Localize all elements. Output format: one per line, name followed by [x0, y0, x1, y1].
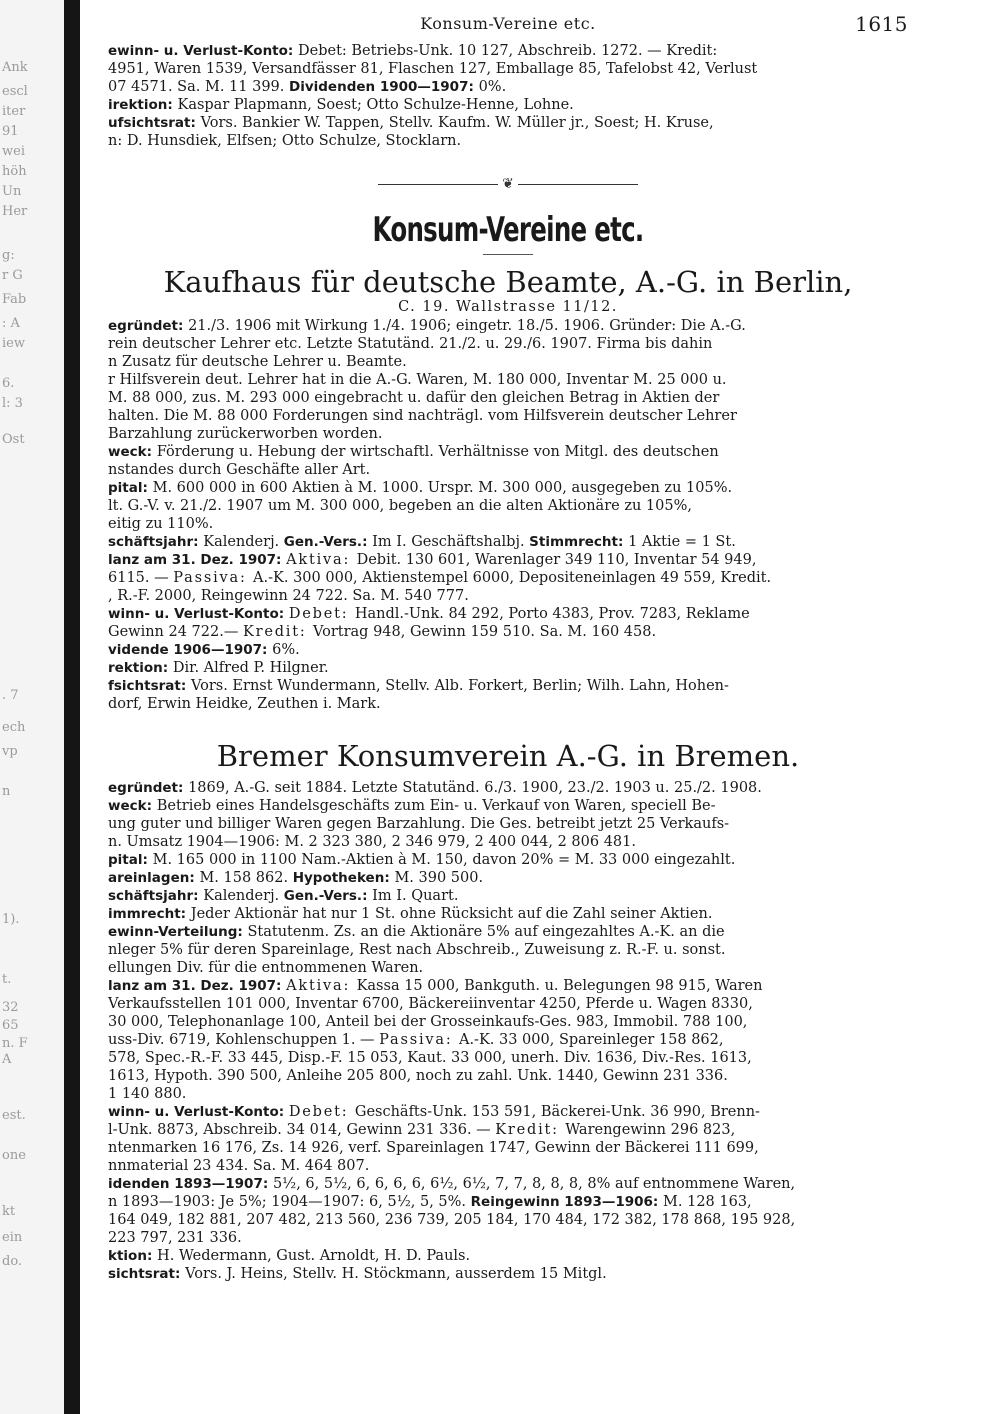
- text-line: [108, 941, 908, 959]
- field-text: 21./3. 1906 mit Wirkung 1./4. 1906; eingetr. 18./5. 1906. Gründer: Die A.-G.: [188, 318, 746, 334]
- field-label: weck:: [108, 444, 157, 460]
- field-text: A.-K. 300 000, Aktienstempel 6000, Depositeneinlagen 49 559, Kredit.: [253, 570, 772, 586]
- text-line: [108, 1247, 908, 1265]
- field-text: 6%.: [272, 642, 300, 658]
- field-text: 30 000, Telephonanlage 100, Anteil bei der Grosseinkaufs-Ges. 983, Immobil. 788 100,: [108, 1014, 748, 1030]
- margin-fragment: 91: [2, 124, 19, 139]
- text-line: [108, 677, 908, 695]
- margin-fragment: iew: [2, 336, 25, 351]
- field-label: ewinn-Verteilung:: [108, 924, 248, 940]
- text-line: [108, 353, 908, 371]
- text-line: [108, 1175, 908, 1193]
- field-text: halten. Die M. 88 000 Forderungen sind nachträgl. vom Hilfsverein deutscher Lehrer: [108, 408, 737, 424]
- field-label: pital:: [108, 480, 153, 496]
- section-heading: Konsum-Vereine etc.: [372, 210, 644, 250]
- field-label: Hypotheken:: [292, 870, 395, 886]
- field-text: 1613, Hypoth. 390 500, Anleihe 205 800, noch zu zahl. Unk. 1440, Gewinn 231 336.: [108, 1068, 728, 1084]
- field-text: 578, Spec.-R.-F. 33 445, Disp.-F. 15 053, Kaut. 33 000, unerh. Div. 1636, Div.-Res. 1613,: [108, 1050, 752, 1066]
- margin-fragment: Fab: [2, 292, 27, 307]
- field-label: vidende 1906—1907:: [108, 642, 273, 658]
- field-text: Förderung u. Hebung der wirtschaftl. Verhältnisse von Mitgl. des deutschen: [156, 444, 719, 460]
- margin-fragment: 32: [2, 1000, 19, 1015]
- page-number: 1615: [855, 12, 908, 36]
- text-line: [108, 1103, 908, 1121]
- margin-fragment: ein: [2, 1230, 23, 1245]
- field-label: areinlagen:: [108, 870, 200, 886]
- field-text: ellungen Div. für die entnommenen Waren.: [108, 960, 424, 976]
- text-line: [108, 923, 908, 941]
- field-text: Debit. 130 601, Warenlager 349 110, Inventar 54 949,: [356, 552, 757, 568]
- field-text: nstandes durch Geschäfte aller Art.: [108, 462, 371, 478]
- page: [108, 8, 908, 1408]
- text-line: [108, 1049, 908, 1067]
- company-entry: [108, 779, 908, 1283]
- running-title: Konsum-Vereine etc.: [420, 14, 596, 33]
- field-text: Kassa 15 000, Bankguth. u. Belegungen 98 915, Waren: [356, 978, 763, 994]
- spaced-label: Passiva:: [173, 570, 254, 586]
- field-label: weck:: [108, 798, 157, 814]
- field-text: rein deutscher Lehrer etc. Letzte Statutänd. 21./2. u. 29./6. 1907. Firma bis dahin: [108, 336, 713, 352]
- field-text: Verkaufsstellen 101 000, Inventar 6700, Bäckereiinventar 4250, Pferde u. Wagen 8330,: [108, 996, 753, 1012]
- margin-fragment: n: [2, 784, 11, 799]
- margin-fragment: g:: [2, 248, 15, 263]
- text-line: [108, 977, 908, 995]
- margin-fragment: do.: [2, 1254, 23, 1269]
- field-text: Statutenm. Zs. an die Aktionäre 5% auf eingezahltes A.-K. an die: [247, 924, 725, 940]
- ornament-icon: ❦: [502, 176, 514, 192]
- field-text: Kalenderj.: [203, 888, 284, 904]
- margin-fragment: escl: [2, 84, 28, 99]
- field-text: Vors. Ernst Wundermann, Stellv. Alb. Forkert, Berlin; Wilh. Lahn, Hohen-: [190, 678, 729, 694]
- field-text: M. 88 000, zus. M. 293 000 eingebracht u. dafür den gleichen Betrag in Aktien der: [108, 390, 720, 406]
- margin-fragment: Her: [2, 204, 28, 219]
- field-text: M. 600 000 in 600 Aktien à M. 1000. Urspr. M. 300 000, ausgegeben zu 105%.: [152, 480, 733, 496]
- field-text: Vors. J. Heins, Stellv. H. Stöckmann, ausserdem 15 Mitgl.: [185, 1266, 607, 1282]
- field-label: ewinn- u. Verlust-Konto:: [108, 43, 299, 59]
- text-line: [108, 443, 908, 461]
- field-text: Handl.-Unk. 84 292, Porto 4383, Prov. 7283, Reklame: [354, 606, 750, 622]
- field-text: n Zusatz für deutsche Lehrer u. Beamte.: [108, 354, 407, 370]
- field-text: n 1893—1903: Je 5%; 1904—1907: 6, 5½, 5, 5%.: [108, 1194, 471, 1210]
- field-label: sichtsrat:: [108, 1266, 186, 1282]
- field-text: 4951, Waren 1539, Versandfässer 81, Flaschen 127, Emballage 85, Tafelobst 42, Verlust: [108, 61, 758, 77]
- field-text: eitig zu 110%.: [108, 516, 214, 532]
- company-name: Bremer Konsumverein A.-G. in Bremen.: [216, 739, 800, 773]
- field-text: M. 128 163,: [663, 1194, 752, 1210]
- field-text: Betrieb eines Handelsgeschäfts zum Ein- u. Verkauf von Waren, speciell Be-: [156, 798, 716, 814]
- field-label: Gen.-Vers.:: [283, 888, 373, 904]
- field-label: egründet:: [108, 318, 189, 334]
- margin-fragment: Ank: [2, 60, 28, 75]
- previous-entry: [108, 42, 908, 150]
- adjacent-page-margin: [0, 0, 64, 1414]
- field-label: irektion:: [108, 97, 178, 113]
- text-line: [108, 371, 908, 389]
- book-binding: [64, 0, 80, 1414]
- field-text: M. 390 500.: [394, 870, 484, 886]
- field-label: immrecht:: [108, 906, 191, 922]
- field-text: ung guter und billiger Waren gegen Barzahlung. Die Ges. betreibt jetzt 25 Verkaufs-: [108, 816, 730, 832]
- ornament-divider: [108, 176, 908, 192]
- margin-fragment: A: [2, 1052, 12, 1067]
- text-line: [108, 695, 908, 713]
- field-label: lanz am 31. Dez. 1907:: [108, 978, 287, 994]
- text-line: [108, 515, 908, 533]
- field-label: idenden 1893—1907:: [108, 1176, 273, 1192]
- margin-fragment: 1).: [2, 912, 20, 927]
- margin-fragment: 65: [2, 1018, 19, 1033]
- margin-fragment: Ost: [2, 432, 25, 447]
- text-line: [108, 132, 908, 150]
- field-text: ntenmarken 16 176, Zs. 14 926, verf. Spareinlagen 1747, Gewinn der Bäckerei 111 699,: [108, 1140, 759, 1156]
- spaced-label: Aktiva:: [286, 552, 357, 568]
- text-line: [108, 479, 908, 497]
- margin-fragment: ech: [2, 720, 26, 735]
- heading-rule: [483, 254, 533, 255]
- margin-fragment: . 7: [2, 688, 19, 703]
- field-text: 07 4571. Sa. M. 11 399.: [108, 79, 289, 95]
- field-text: A.-K. 33 000, Spareinleger 158 862,: [458, 1032, 724, 1048]
- margin-fragment: 6.: [2, 376, 15, 391]
- field-text: Gewinn 24 722.—: [108, 624, 243, 640]
- company-name: Kaufhaus für deutsche Beamte, A.-G. in Berlin,: [163, 265, 853, 299]
- margin-fragment: est.: [2, 1108, 26, 1123]
- text-line: [108, 605, 908, 623]
- margin-fragment: wei: [2, 144, 25, 159]
- text-line: [108, 905, 908, 923]
- text-line: [108, 335, 908, 353]
- field-label: winn- u. Verlust-Konto:: [108, 1104, 289, 1120]
- text-line: [108, 587, 908, 605]
- spaced-label: Kredit:: [495, 1122, 566, 1138]
- field-text: 0%.: [478, 79, 507, 95]
- field-text: , R.-F. 2000, Reingewinn 24 722. Sa. M. 540 777.: [108, 588, 469, 604]
- field-text: 6115. —: [108, 570, 174, 586]
- text-line: [108, 1265, 908, 1283]
- text-line: [108, 1013, 908, 1031]
- margin-fragment: n. F: [2, 1036, 28, 1051]
- text-line: [108, 779, 908, 797]
- field-label: Gen.-Vers.:: [283, 534, 373, 550]
- field-label: lanz am 31. Dez. 1907:: [108, 552, 287, 568]
- text-line: [108, 407, 908, 425]
- field-text: Im I. Quart.: [372, 888, 459, 904]
- text-line: [108, 851, 908, 869]
- field-text: Jeder Aktionär hat nur 1 St. ohne Rücksicht auf die Zahl seiner Aktien.: [190, 906, 713, 922]
- field-text: 223 797, 231 336.: [108, 1230, 242, 1246]
- spaced-label: Debet:: [288, 606, 355, 622]
- text-line: [108, 1031, 908, 1049]
- text-line: [108, 1085, 908, 1103]
- text-line: [108, 833, 908, 851]
- field-text: H. Wedermann, Gust. Arnoldt, H. D. Pauls.: [157, 1248, 471, 1264]
- field-text: 1 Aktie = 1 St.: [628, 534, 736, 550]
- field-text: uss-Div. 6719, Kohlenschuppen 1. —: [108, 1032, 380, 1048]
- field-text: M. 165 000 in 1100 Nam.-Aktien à M. 150, davon 20% = M. 33 000 eingezahlt.: [152, 852, 736, 868]
- spaced-label: Debet:: [288, 1104, 355, 1120]
- field-label: Reingewinn 1893—1906:: [470, 1194, 664, 1210]
- field-label: Dividenden 1900—1907:: [289, 79, 479, 95]
- field-label: pital:: [108, 852, 153, 868]
- field-label: winn- u. Verlust-Konto:: [108, 606, 289, 622]
- text-line: [108, 1193, 908, 1211]
- text-line: [108, 887, 908, 905]
- field-label: Stimmrecht:: [529, 534, 629, 550]
- text-line: [108, 114, 908, 132]
- text-line: [108, 96, 908, 114]
- field-label: egründet:: [108, 780, 189, 796]
- field-label: ufsichtsrat:: [108, 115, 201, 131]
- field-text: nleger 5% für deren Spareinlage, Rest nach Abschreib., Zuweisung z. R.-F. u. sonst.: [108, 942, 726, 958]
- field-text: r Hilfsverein deut. Lehrer hat in die A.-G. Waren, M. 180 000, Inventar M. 25 000 u.: [108, 372, 727, 388]
- text-line: [108, 1229, 908, 1247]
- text-line: [108, 815, 908, 833]
- text-line: [108, 623, 908, 641]
- text-line: [108, 995, 908, 1013]
- field-text: Warengewinn 296 823,: [565, 1122, 736, 1138]
- spaced-label: Passiva:: [379, 1032, 459, 1048]
- margin-fragment: l: 3: [2, 396, 23, 411]
- text-line: [108, 797, 908, 815]
- field-text: dorf, Erwin Heidke, Zeuthen i. Mark.: [108, 696, 381, 712]
- field-text: Vors. Bankier W. Tappen, Stellv. Kaufm. W. Müller jr., Soest; H. Kruse,: [200, 115, 714, 131]
- text-line: [108, 425, 908, 443]
- field-text: Debet: Betriebs-Unk. 10 127, Abschreib. 1272. — Kredit:: [298, 43, 718, 59]
- field-text: 1 140 880.: [108, 1086, 187, 1102]
- field-text: n: D. Hunsdiek, Elfsen; Otto Schulze, Stocklarn.: [108, 133, 462, 149]
- field-label: schäftsjahr:: [108, 888, 204, 904]
- text-line: [108, 551, 908, 569]
- margin-fragment: : A: [2, 316, 20, 331]
- text-line: [108, 641, 908, 659]
- margin-fragment: höh: [2, 164, 27, 179]
- text-line: [108, 1139, 908, 1157]
- field-text: Vortrag 948, Gewinn 159 510. Sa. M. 160 458.: [312, 624, 657, 640]
- text-line: [108, 1067, 908, 1085]
- text-line: [108, 869, 908, 887]
- margin-fragment: Un: [2, 184, 22, 199]
- field-label: rektion:: [108, 660, 173, 676]
- margin-fragment: t.: [2, 972, 12, 987]
- field-label: fsichtsrat:: [108, 678, 191, 694]
- spaced-label: Kredit:: [242, 624, 313, 640]
- text-line: [108, 389, 908, 407]
- text-line: [108, 497, 908, 515]
- margin-fragment: vp: [2, 744, 18, 759]
- field-text: Im I. Geschäftshalbj.: [372, 534, 530, 550]
- margin-fragment: one: [2, 1148, 26, 1163]
- field-text: n. Umsatz 1904—1906: M. 2 323 380, 2 346 979, 2 400 044, 2 806 481.: [108, 834, 636, 850]
- text-line: [108, 533, 908, 551]
- field-text: l-Unk. 8873, Abschreib. 34 014, Gewinn 231 336. —: [108, 1122, 496, 1138]
- field-text: Barzahlung zurückerworben worden.: [108, 426, 383, 442]
- field-text: Dir. Alfred P. Hilgner.: [172, 660, 329, 676]
- text-line: [108, 60, 908, 78]
- field-text: M. 158 862.: [199, 870, 293, 886]
- field-text: 164 049, 182 881, 207 482, 213 560, 236 739, 205 184, 170 484, 172 382, 178 868, 195 928,: [108, 1212, 796, 1228]
- field-text: Kalenderj.: [203, 534, 284, 550]
- company-entry: [108, 317, 908, 713]
- field-text: Geschäfts-Unk. 153 591, Bäckerei-Unk. 36 990, Brenn-: [354, 1104, 760, 1120]
- margin-fragment: kt: [2, 1204, 16, 1219]
- field-text: lt. G.-V. v. 21./2. 1907 um M. 300 000, begeben an die alten Aktionäre zu 105%,: [108, 498, 692, 514]
- company-address: C. 19. Wallstrasse 11/12.: [398, 299, 618, 315]
- field-text: 5½, 6, 5½, 6, 6, 6, 6, 6½, 6½, 7, 7, 8, 8, 8, 8% auf entnommene Waren,: [272, 1176, 796, 1192]
- text-line: [108, 42, 908, 60]
- spaced-label: Aktiva:: [286, 978, 357, 994]
- field-text: Kaspar Plapmann, Soest; Otto Schulze-Henne, Lohne.: [177, 97, 574, 113]
- field-text: 1869, A.-G. seit 1884. Letzte Statutänd. 6./3. 1900, 23./2. 1903 u. 25./2. 1908.: [188, 780, 762, 796]
- text-line: [108, 569, 908, 587]
- text-line: [108, 317, 908, 335]
- text-line: [108, 78, 908, 96]
- text-line: [108, 461, 908, 479]
- field-label: ktion:: [108, 1248, 158, 1264]
- text-line: [108, 959, 908, 977]
- margin-fragment: iter: [2, 104, 26, 119]
- text-line: [108, 659, 908, 677]
- margin-fragment: r G: [2, 268, 23, 283]
- text-line: [108, 1211, 908, 1229]
- page-header: [108, 8, 908, 42]
- field-text: nnmaterial 23 434. Sa. M. 464 807.: [108, 1158, 370, 1174]
- field-label: schäftsjahr:: [108, 534, 204, 550]
- text-line: [108, 1121, 908, 1139]
- text-line: [108, 1157, 908, 1175]
